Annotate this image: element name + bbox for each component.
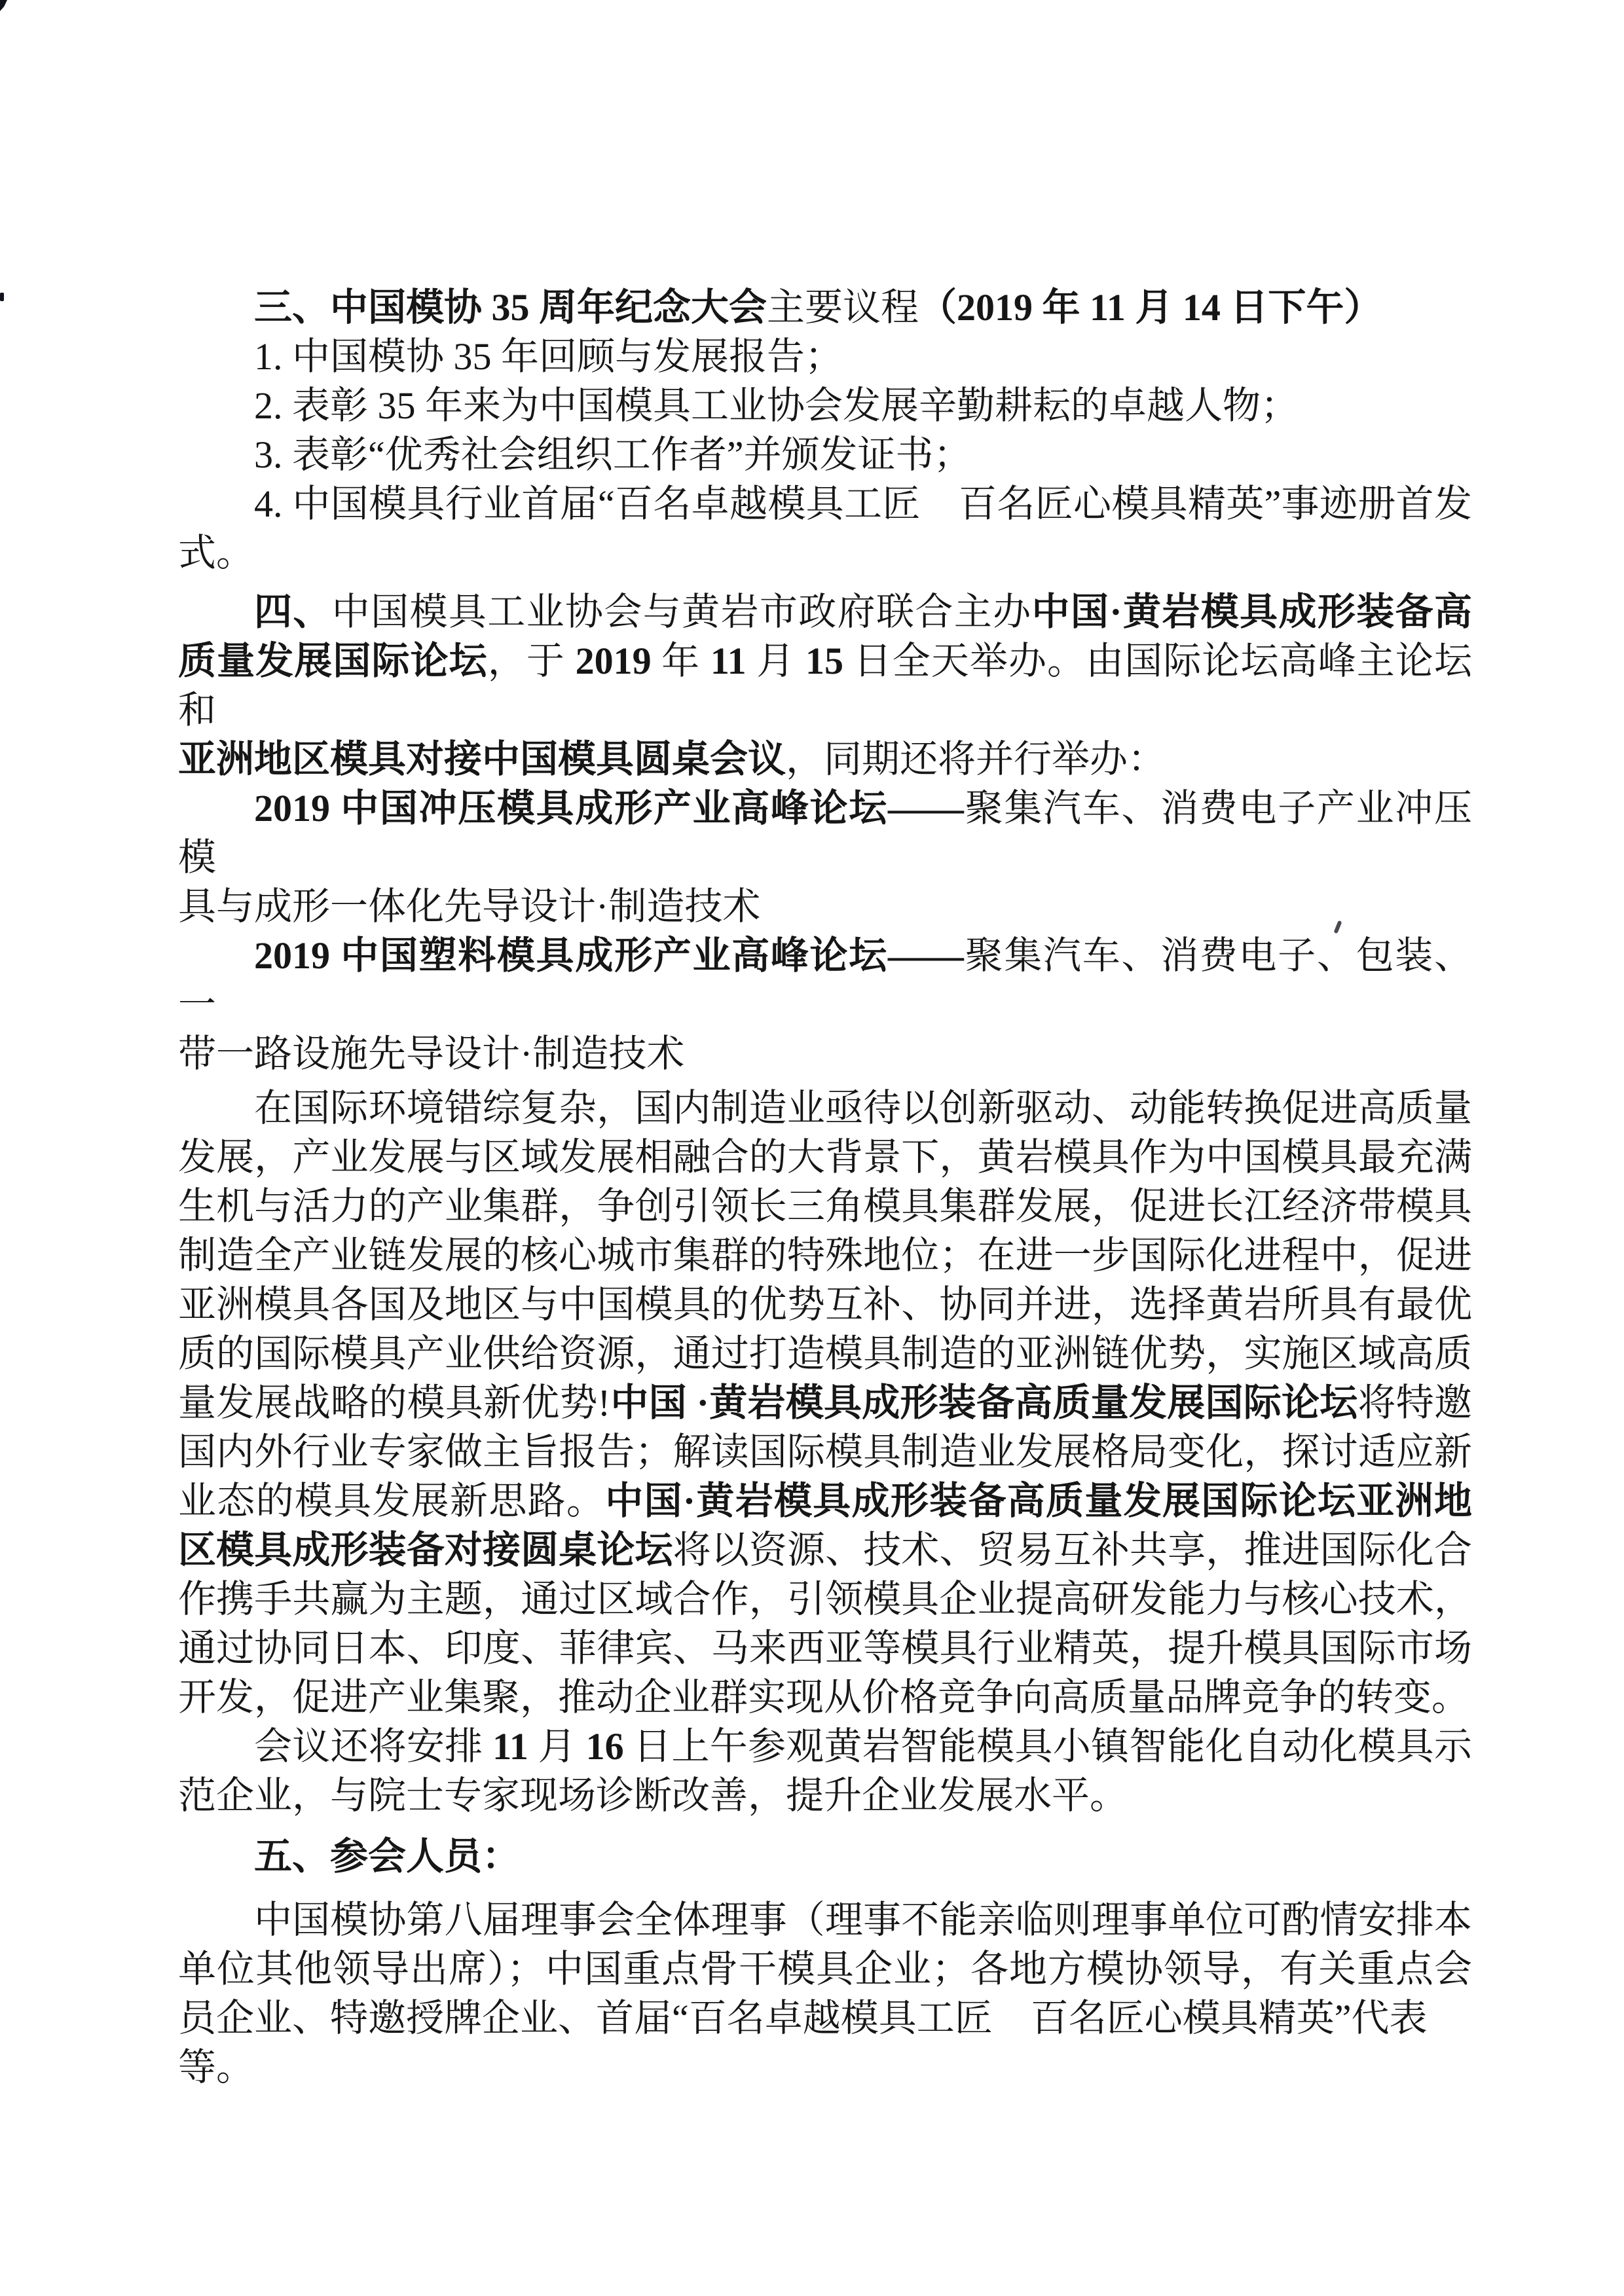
bold-text-run: 五、参会人员： bbox=[254, 1835, 521, 1878]
bold-text-run: 三、中国模协 35 周年纪念大会 bbox=[254, 286, 767, 329]
section-4-line-3 bbox=[178, 735, 1472, 784]
text-run: 在国际环境错综复杂，国内制造业亟待以创新驱动、动能转换促进高质量 bbox=[254, 1087, 1472, 1129]
body-paragraph-line-3 bbox=[178, 1182, 1472, 1231]
agenda-item-4 bbox=[178, 479, 1472, 528]
participants-line-1 bbox=[178, 1895, 1472, 1944]
text-run: 式。 bbox=[178, 532, 255, 574]
forum-1-line-2 bbox=[178, 882, 1472, 931]
text-run: 日全天举办。由国际论坛高峰主论坛和 bbox=[178, 640, 1472, 731]
scan-artifact-edge-dash bbox=[0, 293, 4, 301]
text-run: 月 bbox=[746, 640, 805, 682]
text-run: 具与成形一体化先导设计·制造技术 bbox=[178, 885, 761, 928]
text-run: ，同期还将并行举办： bbox=[786, 738, 1166, 780]
forum-1-line-1 bbox=[178, 784, 1472, 882]
visit-line-1 bbox=[178, 1722, 1472, 1771]
text-run: 量发展战略的模具新优势! bbox=[178, 1381, 611, 1424]
body-paragraph-line-10 bbox=[178, 1525, 1472, 1575]
body-paragraph-line-8 bbox=[178, 1427, 1472, 1476]
body-paragraph-line-7 bbox=[178, 1378, 1472, 1427]
section-4-line-2 bbox=[178, 636, 1472, 735]
text-run: 单位其他领导出席）；中国重点骨干模具企业；各地方模协领导，有关重点会 bbox=[178, 1948, 1472, 1990]
text-run: 范企业，与院士专家现场诊断改善，提升企业发展水平。 bbox=[178, 1774, 1128, 1817]
text-run: 聚集汽车、消费电子、包装、一 bbox=[178, 934, 1472, 1026]
forum-2-line-2 bbox=[178, 1029, 1472, 1078]
text-run: 开发，促进产业集聚，推动企业群实现从价格竞争向高质量品牌竞争的转变。 bbox=[178, 1676, 1470, 1719]
text-run: 月 bbox=[528, 1725, 586, 1768]
text-run: 年 bbox=[651, 640, 710, 682]
text-run: 将以资源、技术、贸易互补共享，推进国际化合 bbox=[673, 1529, 1472, 1571]
forum-2-line-1 bbox=[178, 931, 1472, 1029]
text-run: 通过协同日本、印度、菲律宾、马来西亚等模具行业精英，提升模具国际市场 bbox=[178, 1627, 1472, 1669]
section-3-heading bbox=[178, 283, 1472, 332]
text-run: 作携手共赢为主题，通过区域合作，引领模具企业提高研发能力与核心技术， bbox=[178, 1578, 1472, 1620]
body-paragraph-line-4 bbox=[178, 1231, 1472, 1280]
text-run: 国内外行业专家做主旨报告；解读国际模具制造业发展格局变化，探讨适应新 bbox=[178, 1430, 1472, 1473]
scan-artifact-corner-mark bbox=[0, 0, 7, 11]
section-4-heading bbox=[178, 587, 1472, 636]
text-run: ，于 bbox=[487, 640, 576, 682]
agenda-item-4-cont bbox=[178, 528, 1472, 577]
body-paragraph-line-9 bbox=[178, 1476, 1472, 1525]
text-run: 中国模协第八届理事会全体理事（理事不能亲临则理事单位可酌情安排本 bbox=[254, 1899, 1472, 1941]
bold-text-run: （2019 年 11 月 14 日下午） bbox=[919, 286, 1382, 329]
text-run: 会议还将安排 bbox=[254, 1725, 493, 1768]
visit-line-2 bbox=[178, 1771, 1472, 1820]
bold-text-run: 中国·黄岩模具成形装备高质量发展国际论坛亚洲地 bbox=[605, 1480, 1472, 1522]
text-run: 制造全产业链发展的核心城市集群的特殊地位；在进一步国际化进程中，促进 bbox=[178, 1234, 1472, 1277]
participants-line-3 bbox=[178, 1994, 1472, 2092]
bold-text-run: 15 bbox=[805, 640, 843, 682]
text-run: 3. 表彰“优秀社会组织工作者”并颁发证书； bbox=[254, 433, 972, 476]
text-run: 4. 中国模具行业首届“百名卓越模具工匠 百名匠心模具精英”事迹册首发 bbox=[254, 483, 1472, 525]
body-paragraph-line-6 bbox=[178, 1329, 1472, 1378]
body-paragraph-line-11 bbox=[178, 1575, 1472, 1624]
text-run: 1. 中国模协 35 年回顾与发展报告； bbox=[254, 335, 843, 378]
bold-text-run: 四、 bbox=[254, 591, 332, 633]
text-run: 员企业、特邀授牌企业、首届“百名卓越模具工匠 百名匠心模具精英”代表等。 bbox=[178, 1997, 1428, 2088]
bold-text-run: 11 bbox=[492, 1725, 528, 1768]
text-run: 业态的模具发展新思路。 bbox=[178, 1480, 606, 1522]
text-run: 带一路设施先导设计·制造技术 bbox=[178, 1032, 685, 1075]
bold-text-run: 中国 ·黄岩模具成形装备高质量发展国际论坛 bbox=[610, 1381, 1358, 1424]
bold-text-run: 2019 中国塑料模具成形产业高峰论坛—— bbox=[254, 934, 964, 977]
section-5-heading bbox=[178, 1832, 1472, 1881]
bold-text-run: 亚洲地区模具对接中国模具圆桌会议 bbox=[178, 738, 786, 780]
bold-text-run: 区模具成形装备对接圆桌论坛 bbox=[178, 1529, 673, 1571]
text-run: 主要议程 bbox=[767, 286, 919, 329]
text-run: 将特邀 bbox=[1357, 1381, 1472, 1424]
text-run: 聚集汽车、消费电子产业冲压模 bbox=[178, 787, 1472, 879]
document-body bbox=[178, 283, 1472, 2092]
text-run: 亚洲模具各国及地区与中国模具的优势互补、协同并进，选择黄岩所具有最优 bbox=[178, 1283, 1472, 1326]
text-run: 日上午参观黄岩智能模具小镇智能化自动化模具示 bbox=[623, 1725, 1472, 1768]
text-run: 2. 表彰 35 年来为中国模具工业协会发展辛勤耕耘的卓越人物； bbox=[254, 384, 1299, 427]
agenda-item-3 bbox=[178, 430, 1472, 479]
text-run: 发展，产业发展与区域发展相融合的大背景下，黄岩模具作为中国模具最充满 bbox=[178, 1136, 1472, 1178]
text-run: 中国模具工业协会与黄岩市政府联合主办 bbox=[331, 591, 1032, 633]
text-run: 生机与活力的产业集群，争创引领长三角模具集群发展，促进长江经济带模具 bbox=[178, 1185, 1472, 1228]
agenda-item-2 bbox=[178, 381, 1472, 430]
bold-text-run: 2019 中国冲压模具成形产业高峰论坛—— bbox=[254, 787, 964, 829]
bold-text-run: 16 bbox=[585, 1725, 624, 1768]
agenda-item-1 bbox=[178, 332, 1472, 381]
bold-text-run: 11 bbox=[710, 640, 747, 682]
body-paragraph-line-12 bbox=[178, 1624, 1472, 1673]
body-paragraph-line-2 bbox=[178, 1133, 1472, 1182]
participants-line-2 bbox=[178, 1944, 1472, 1994]
bold-text-run: 中国·黄岩模具成形装备高 bbox=[1031, 591, 1472, 633]
body-paragraph-line-5 bbox=[178, 1280, 1472, 1329]
bold-text-run: 2019 bbox=[575, 640, 652, 682]
body-paragraph-line-13 bbox=[178, 1673, 1472, 1722]
text-run: 质的国际模具产业供给资源，通过打造模具制造的亚洲链优势，实施区域高质 bbox=[178, 1332, 1472, 1375]
bold-text-run: 质量发展国际论坛 bbox=[178, 640, 488, 682]
body-paragraph-line-1 bbox=[178, 1084, 1472, 1133]
